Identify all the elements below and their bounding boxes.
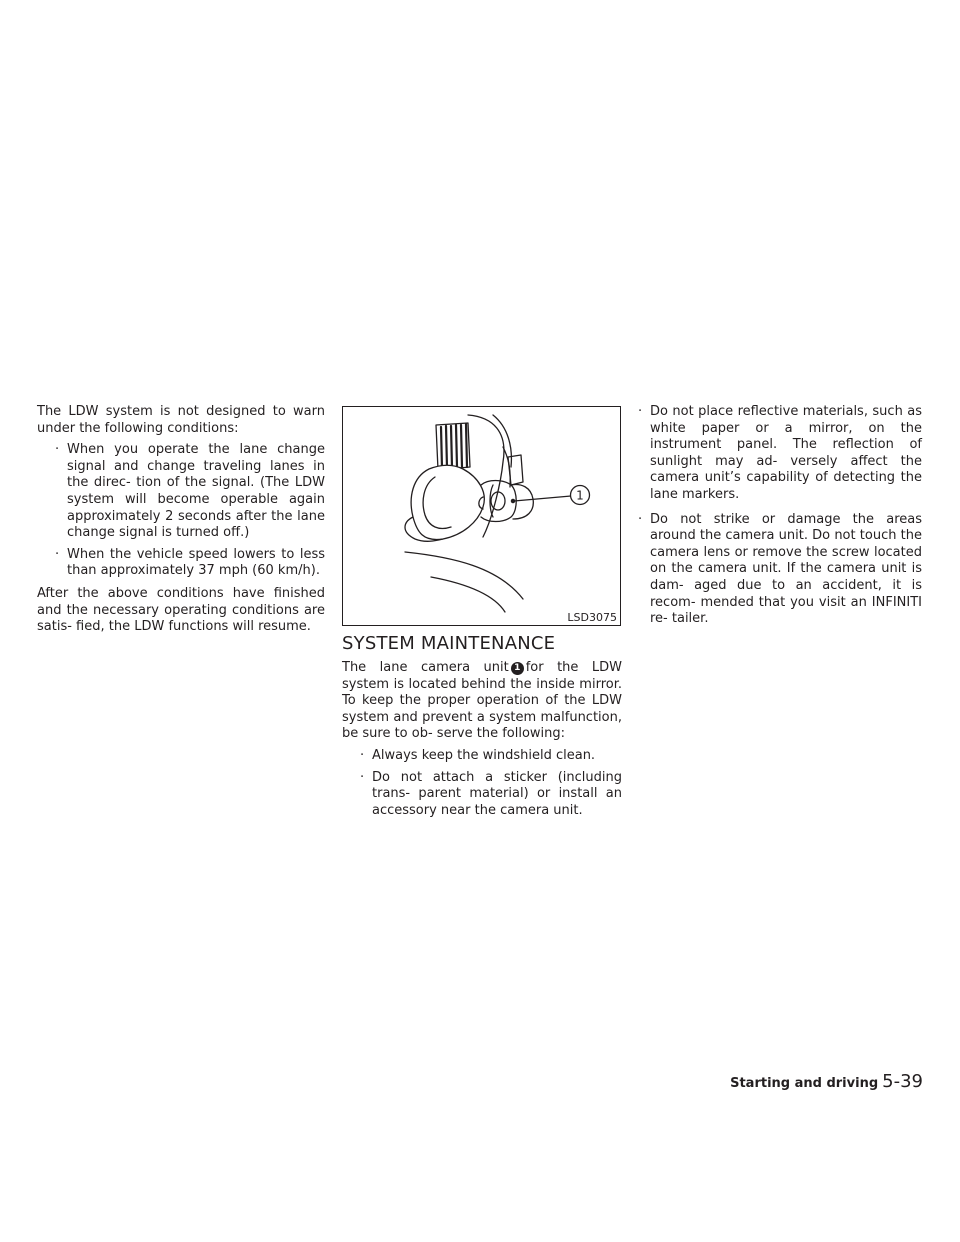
page-footer (730, 1071, 923, 1092)
bullet-icon: · (360, 747, 365, 763)
bullet-icon: · (360, 769, 365, 785)
right-column (634, 404, 922, 628)
camera-unit-illustration (343, 407, 620, 625)
footer-section-title: Starting and driving (730, 1076, 879, 1091)
bullet-icon: · (638, 404, 643, 419)
left-column (37, 404, 325, 636)
bullet-icon: · (55, 546, 60, 562)
list-item: · Do not attach a sticker (including trans- parent material) or install an accessory near the camera unit. (360, 769, 622, 818)
figure-code: LSD3075 (567, 611, 617, 624)
figure-callout-label: 1 (576, 488, 584, 503)
ldw-limitations-intro: The LDW system is not designed to warn under the following conditions: (37, 404, 325, 436)
camera-unit-figure (342, 406, 621, 626)
ldw-limitations-list (51, 442, 325, 580)
middle-column (342, 660, 622, 819)
callout-1-icon: 1 (511, 662, 524, 675)
page-number: 5-39 (882, 1071, 923, 1092)
ldw-resume-paragraph: After the above conditions have finished and the necessary operating conditions are satis- fied, the LDW functions will resume. (37, 585, 325, 635)
maintenance-list (356, 748, 622, 819)
bullet-icon: · (638, 511, 643, 527)
list-item: · Do not place reflective materials, such as white paper or a mirror, on the instrument panel. The reflection of sunlight may ad- versely affect the camera unit’s capability of detecting the lane markers. (638, 404, 922, 502)
list-item: · Always keep the windshield clean. (360, 747, 596, 763)
maintenance-intro: The lane camera unit 1 for the LDW system is located behind the inside mirror. To keep the proper operation of the LDW system and prevent a system malfunction, be sure to ob- serve the following: (342, 660, 622, 742)
section-title: SYSTEM MAINTENANCE (342, 633, 556, 654)
bullet-icon: · (55, 442, 60, 458)
list-item: · When you operate the lane change signal and change traveling lanes in the direc- tion of the signal. (The LDW system will become operable again approximately 2 seconds after the lane change signal is turned off.) (55, 442, 325, 541)
list-item: · Do not strike or damage the areas around the camera unit. Do not touch the camera lens or remove the screw located on the camera unit. If the camera unit is dam- aged due to an accident, it is recom- mended that you visit an INFINITI re- tailer. (638, 511, 922, 627)
list-item: · When the vehicle speed lowers to less than approximately 37 mph (60 km/h). (55, 546, 325, 579)
